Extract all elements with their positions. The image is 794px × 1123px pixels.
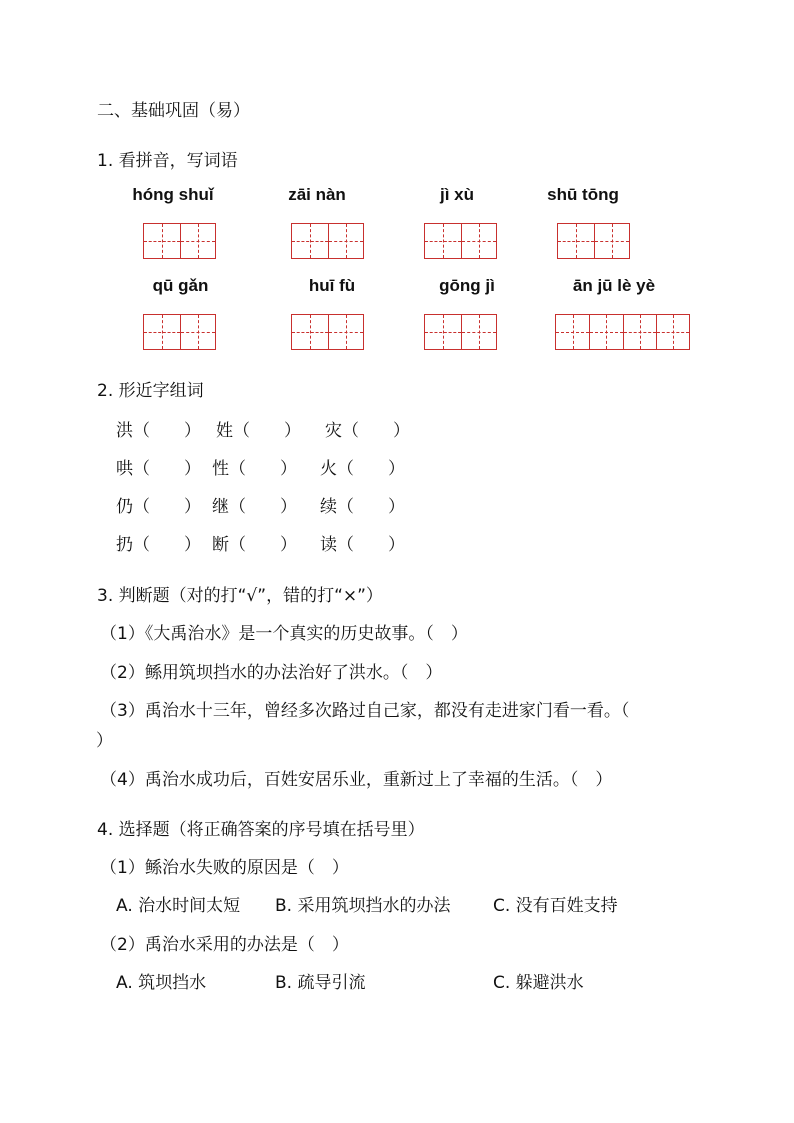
near-char-item: 哄（ ）	[116, 459, 201, 479]
choice-option-b: B. 疏导引流	[275, 973, 366, 993]
choice-option-c: C. 躲避洪水	[493, 973, 584, 993]
section-title: 二、基础巩固（易）	[97, 101, 250, 121]
choice-stem: （2）禹治水采用的办法是（ ）	[100, 935, 349, 955]
q1-heading: 1. 看拼音，写词语	[97, 151, 238, 171]
q4-heading: 4. 选择题（将正确答案的序号填在括号里）	[97, 820, 425, 840]
choice-option-a: A. 治水时间太短	[116, 896, 241, 916]
writing-grid-four[interactable]	[555, 314, 690, 350]
choice-option-b: B. 采用筑坝挡水的办法	[275, 896, 451, 916]
writing-grid[interactable]	[291, 314, 364, 350]
pinyin-label: huī fù	[308, 276, 356, 295]
pinyin-label: ān jū lè yè	[572, 276, 656, 295]
near-char-item: 性（ ）	[212, 459, 297, 479]
q3-heading: 3. 判断题（对的打“√”，错的打“×”）	[97, 586, 383, 606]
pinyin-label: jì xù	[439, 185, 474, 204]
writing-grid[interactable]	[143, 223, 216, 259]
near-char-item: 仍（ ）	[116, 497, 201, 517]
writing-grid[interactable]	[557, 223, 630, 259]
near-char-item: 续（ ）	[320, 497, 405, 517]
choice-option-a: A. 筑坝挡水	[116, 973, 207, 993]
writing-grid[interactable]	[291, 223, 364, 259]
judge-item: （1）《大禹治水》是一个真实的历史故事。（ ）	[100, 624, 468, 644]
pinyin-label: gōng jì	[439, 276, 495, 295]
near-char-item: 扔（ ）	[116, 535, 201, 555]
q2-heading: 2. 形近字组词	[97, 381, 204, 401]
pinyin-label: hóng shuǐ	[132, 185, 214, 204]
pinyin-label: shū tōng	[547, 185, 619, 204]
judge-item: （2）鲧用筑坝挡水的办法治好了洪水。（ ）	[100, 663, 443, 683]
near-char-item: 火（ ）	[320, 459, 405, 479]
judge-item: （3）禹治水十三年，曾经多次路过自己家，都没有走进家门看一看。（	[100, 701, 630, 721]
choice-stem: （1）鲧治水失败的原因是（ ）	[100, 858, 349, 878]
near-char-item: 断（ ）	[212, 535, 297, 555]
near-char-item: 继（ ）	[212, 497, 297, 517]
near-char-item: 灾（ ）	[325, 421, 410, 441]
judge-item: （4）禹治水成功后，百姓安居乐业，重新过上了幸福的生活。（ ）	[100, 770, 613, 790]
near-char-item: 读（ ）	[320, 535, 405, 555]
writing-grid[interactable]	[424, 223, 497, 259]
pinyin-label: zāi nàn	[288, 185, 346, 204]
pinyin-label: qū gǎn	[152, 276, 209, 295]
writing-grid[interactable]	[143, 314, 216, 350]
near-char-item: 姓（ ）	[216, 421, 301, 441]
near-char-item: 洪（ ）	[116, 421, 201, 441]
writing-grid[interactable]	[424, 314, 497, 350]
choice-option-c: C. 没有百姓支持	[493, 896, 618, 916]
judge-item-continuation: ）	[96, 731, 113, 751]
